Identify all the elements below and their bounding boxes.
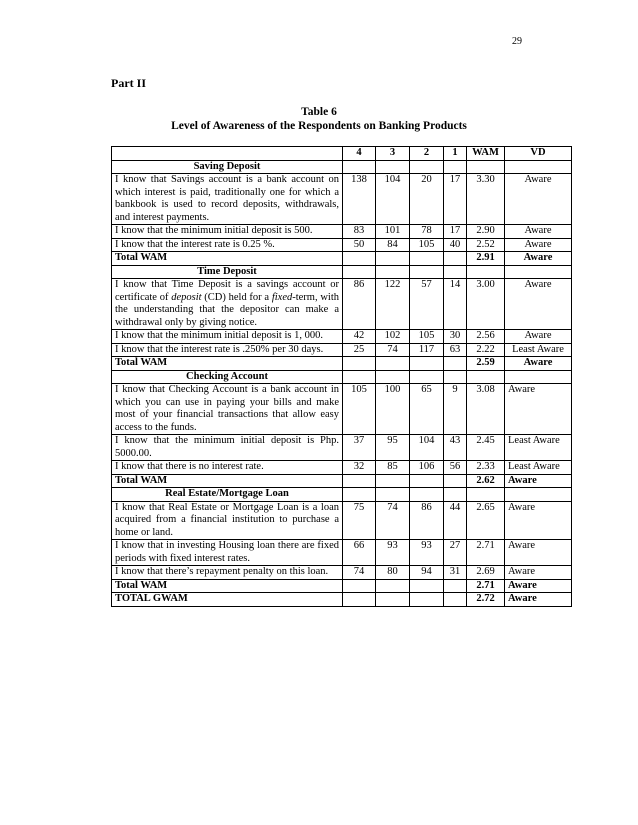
vd-cell: Least Aware xyxy=(505,343,572,357)
count-2: 93 xyxy=(410,540,444,566)
count-2: 104 xyxy=(410,435,444,461)
statement-cell: I know that there is no interest rate. xyxy=(112,461,343,475)
statement-cell: I know that Time Deposit is a savings account or certificate of deposit (CD) held for a fixed-term, with the understanding that the depositor can make a withdrawal only by giving notice. xyxy=(112,279,343,330)
section-row xyxy=(112,265,572,279)
count-4: 25 xyxy=(343,343,376,357)
grand-total-label: TOTAL GWAM xyxy=(112,593,343,607)
count-2: 106 xyxy=(410,461,444,475)
count-4: 74 xyxy=(343,566,376,580)
statement-cell: I know that the minimum initial deposit is 1, 000. xyxy=(112,330,343,344)
wam-cell: 2.71 xyxy=(467,540,505,566)
count-2: 94 xyxy=(410,566,444,580)
count-4: 83 xyxy=(343,225,376,239)
count-4: 75 xyxy=(343,501,376,540)
vd-cell: Aware xyxy=(505,225,572,239)
section-row xyxy=(112,370,572,384)
count-1: 43 xyxy=(444,435,467,461)
table-row xyxy=(112,238,572,252)
count-1: 14 xyxy=(444,279,467,330)
vd-cell: Aware xyxy=(505,279,572,330)
total-vd: Aware xyxy=(505,474,572,488)
table-row xyxy=(112,540,572,566)
statement-cell: I know that there’s repayment penalty on this loan. xyxy=(112,566,343,580)
total-vd: Aware xyxy=(505,252,572,266)
vd-cell: Aware xyxy=(505,174,572,225)
total-wam: 2.71 xyxy=(467,579,505,593)
total-label: Total WAM xyxy=(112,252,343,266)
table-row xyxy=(112,174,572,225)
wam-cell: 3.00 xyxy=(467,279,505,330)
count-3: 84 xyxy=(376,238,410,252)
total-row xyxy=(112,474,572,488)
count-4: 66 xyxy=(343,540,376,566)
statement-cell: I know that the minimum initial deposit is Php. 5000.00. xyxy=(112,435,343,461)
table-header-row xyxy=(112,147,572,161)
count-3: 122 xyxy=(376,279,410,330)
count-1: 63 xyxy=(444,343,467,357)
table-row xyxy=(112,279,572,330)
section-title: Checking Account xyxy=(112,370,343,384)
count-3: 102 xyxy=(376,330,410,344)
header-statement xyxy=(112,147,343,161)
total-row xyxy=(112,579,572,593)
count-3: 85 xyxy=(376,461,410,475)
total-label: Total WAM xyxy=(112,357,343,371)
table-row xyxy=(112,566,572,580)
table-row xyxy=(112,461,572,475)
count-1: 27 xyxy=(444,540,467,566)
table-row xyxy=(112,501,572,540)
header-4: 4 xyxy=(343,147,376,161)
vd-cell: Aware xyxy=(505,330,572,344)
statement-cell: I know that the minimum initial deposit is 500. xyxy=(112,225,343,239)
vd-cell: Least Aware xyxy=(505,461,572,475)
page-number: 29 xyxy=(512,36,522,47)
count-4: 32 xyxy=(343,461,376,475)
vd-cell: Aware xyxy=(505,501,572,540)
wam-cell: 2.69 xyxy=(467,566,505,580)
count-1: 56 xyxy=(444,461,467,475)
count-2: 105 xyxy=(410,238,444,252)
header-vd: VD xyxy=(505,147,572,161)
header-1: 1 xyxy=(444,147,467,161)
total-label: Total WAM xyxy=(112,474,343,488)
statement-cell: I know that the interest rate is .250% per 30 days. xyxy=(112,343,343,357)
total-vd: Aware xyxy=(505,357,572,371)
awareness-table xyxy=(111,146,572,607)
header-wam: WAM xyxy=(467,147,505,161)
count-2: 57 xyxy=(410,279,444,330)
count-1: 17 xyxy=(444,225,467,239)
wam-cell: 2.90 xyxy=(467,225,505,239)
wam-cell: 3.08 xyxy=(467,384,505,435)
header-3: 3 xyxy=(376,147,410,161)
count-2: 65 xyxy=(410,384,444,435)
count-4: 50 xyxy=(343,238,376,252)
count-3: 80 xyxy=(376,566,410,580)
header-2: 2 xyxy=(410,147,444,161)
total-label: Total WAM xyxy=(112,579,343,593)
grand-total-row xyxy=(112,593,572,607)
section-row xyxy=(112,160,572,174)
total-row xyxy=(112,357,572,371)
vd-cell: Least Aware xyxy=(505,435,572,461)
vd-cell: Aware xyxy=(505,238,572,252)
grand-total-vd: Aware xyxy=(505,593,572,607)
count-1: 40 xyxy=(444,238,467,252)
count-3: 101 xyxy=(376,225,410,239)
count-1: 31 xyxy=(444,566,467,580)
table-caption: Level of Awareness of the Respondents on Banking Products xyxy=(171,120,467,132)
table-title: Table 6 xyxy=(301,106,337,118)
statement-cell: I know that Real Estate or Mortgage Loan is a loan acquired from a financial institution to purchase a home or land. xyxy=(112,501,343,540)
count-3: 95 xyxy=(376,435,410,461)
total-wam: 2.62 xyxy=(467,474,505,488)
total-vd: Aware xyxy=(505,579,572,593)
count-2: 78 xyxy=(410,225,444,239)
wam-cell: 2.65 xyxy=(467,501,505,540)
table-row xyxy=(112,343,572,357)
wam-cell: 2.22 xyxy=(467,343,505,357)
count-3: 74 xyxy=(376,343,410,357)
statement-cell: I know that in investing Housing loan there are fixed periods with fixed interest rates. xyxy=(112,540,343,566)
count-2: 105 xyxy=(410,330,444,344)
part-title: Part II xyxy=(111,76,146,90)
wam-cell: 2.33 xyxy=(467,461,505,475)
statement-cell: I know that Checking Account is a bank account in which you can use in paying your bills and make most of your financial transactions that allow easy access to the funds. xyxy=(112,384,343,435)
count-2: 20 xyxy=(410,174,444,225)
count-3: 100 xyxy=(376,384,410,435)
count-2: 86 xyxy=(410,501,444,540)
vd-cell: Aware xyxy=(505,384,572,435)
statement-cell: I know that the interest rate is 0.25 %. xyxy=(112,238,343,252)
count-1: 17 xyxy=(444,174,467,225)
count-1: 44 xyxy=(444,501,467,540)
section-title: Real Estate/Mortgage Loan xyxy=(112,488,343,502)
count-2: 117 xyxy=(410,343,444,357)
count-1: 30 xyxy=(444,330,467,344)
count-3: 74 xyxy=(376,501,410,540)
table-row xyxy=(112,435,572,461)
wam-cell: 2.45 xyxy=(467,435,505,461)
count-4: 86 xyxy=(343,279,376,330)
vd-cell: Aware xyxy=(505,540,572,566)
section-row xyxy=(112,488,572,502)
table-row xyxy=(112,330,572,344)
vd-cell: Aware xyxy=(505,566,572,580)
wam-cell: 2.52 xyxy=(467,238,505,252)
table-row xyxy=(112,225,572,239)
count-3: 93 xyxy=(376,540,410,566)
total-wam: 2.91 xyxy=(467,252,505,266)
wam-cell: 3.30 xyxy=(467,174,505,225)
statement-cell: I know that Savings account is a bank account on which interest is paid, traditionally one for which a bankbook is used to record deposits, withdrawals, and interest payments. xyxy=(112,174,343,225)
section-title: Saving Deposit xyxy=(112,160,343,174)
count-1: 9 xyxy=(444,384,467,435)
grand-total-wam: 2.72 xyxy=(467,593,505,607)
total-wam: 2.59 xyxy=(467,357,505,371)
wam-cell: 2.56 xyxy=(467,330,505,344)
total-row xyxy=(112,252,572,266)
table-row xyxy=(112,384,572,435)
count-4: 105 xyxy=(343,384,376,435)
count-3: 104 xyxy=(376,174,410,225)
count-4: 138 xyxy=(343,174,376,225)
count-4: 42 xyxy=(343,330,376,344)
section-title: Time Deposit xyxy=(112,265,343,279)
count-4: 37 xyxy=(343,435,376,461)
